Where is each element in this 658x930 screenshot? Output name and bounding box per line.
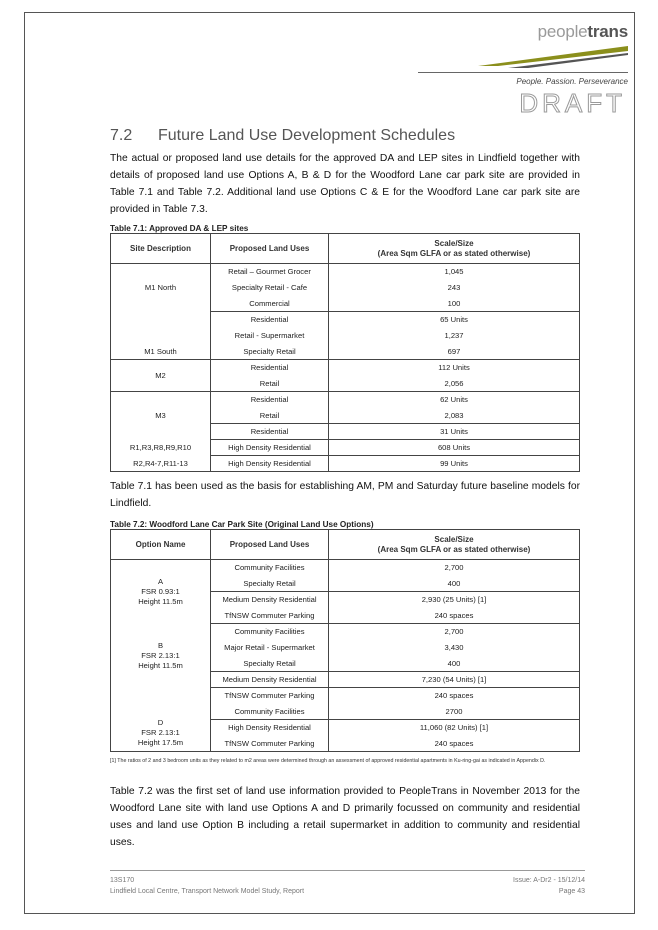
scale-cell: 31 Units <box>329 424 580 440</box>
landuse-cell: Specialty Retail - Cafe <box>211 280 329 296</box>
option-cell <box>111 560 211 624</box>
landuse-cell: Major Retail - Supermarket <box>211 640 329 656</box>
option-height: Height 17.5m <box>137 738 184 747</box>
scale-cell: 240 spaces <box>329 736 580 752</box>
landuse-cell: Specialty Retail <box>211 344 329 360</box>
landuse-cell: Community Facilities <box>211 560 329 576</box>
logo-wordmark <box>538 22 628 42</box>
table-row <box>111 560 580 576</box>
logo-swoosh-icon <box>478 44 628 70</box>
summary-paragraph: Table 7.2 was the first set of land use information provided to PeopleTrans in November 2013 for the Woodford Lane site with land use Options A and D primarily focussed on community and residential uses and land use Option B including a retail supermarket in addition to community and residential uses. <box>110 786 580 848</box>
scale-cell: 240 spaces <box>329 608 580 624</box>
table1-header-scale-line2: (Area Sqm GLFA or as stated otherwise) <box>377 248 531 258</box>
table1-header-scale <box>329 234 580 264</box>
scale-cell: 2700 <box>329 704 580 720</box>
scale-cell: 2,083 <box>329 408 580 424</box>
landuse-cell: Specialty Retail <box>211 576 329 592</box>
site-cell: M2 <box>111 360 211 392</box>
logo-part-trans: trans <box>587 22 628 41</box>
option-cell <box>111 688 211 752</box>
landuse-cell: TfNSW Commuter Parking <box>211 688 329 704</box>
scale-cell: 99 Units <box>329 456 580 472</box>
approved-sites-table <box>110 233 580 472</box>
page-number: Page 43 <box>558 888 585 895</box>
landuse-cell: Retail <box>211 408 329 424</box>
site-cell: M1 North <box>144 283 177 293</box>
landuse-cell: High Density Residential <box>211 720 329 736</box>
table1-header-site: Site Description <box>111 234 211 264</box>
scale-cell: 400 <box>329 656 580 672</box>
footer-right <box>513 875 585 897</box>
option-cell <box>111 624 211 688</box>
table2-header-landuse: Proposed Land Uses <box>211 530 329 560</box>
scale-cell: 11,060 (82 Units) [1] <box>329 720 580 736</box>
table-row <box>111 624 580 640</box>
scale-cell: 400 <box>329 576 580 592</box>
table-row <box>111 312 580 328</box>
option-name: B <box>157 640 164 650</box>
issue-label: Issue: A-Dr2 - 15/12/14 <box>513 877 585 884</box>
table-row <box>111 456 580 472</box>
scale-cell: 7,230 (54 Units) [1] <box>329 672 580 688</box>
scale-cell: 1,237 <box>329 328 580 344</box>
table2-caption: Table 7.2: Woodford Lane Car Park Site (Original Land Use Options) <box>110 520 374 529</box>
landuse-cell: Residential <box>211 312 329 328</box>
landuse-cell: Retail – Gourmet Grocer <box>211 264 329 280</box>
landuse-cell: Residential <box>211 392 329 408</box>
table2-header-scale-line2: (Area Sqm GLFA or as stated otherwise) <box>377 544 531 554</box>
landuse-cell: High Density Residential <box>211 440 329 456</box>
landuse-cell: TfNSW Commuter Parking <box>211 608 329 624</box>
section-title: Future Land Use Development Schedules <box>158 127 456 144</box>
landuse-cell: Residential <box>211 424 329 440</box>
landuse-cell: Retail - Supermarket <box>211 328 329 344</box>
table2-header-option: Option Name <box>111 530 211 560</box>
scale-cell: 2,700 <box>329 560 580 576</box>
tagline: People. Passion. Perseverance <box>516 77 628 86</box>
table1-header-scale-line1: Scale/Size <box>434 238 474 248</box>
landuse-cell: Medium Density Residential <box>211 672 329 688</box>
scale-cell: 100 <box>329 296 580 312</box>
landuse-cell: Residential <box>211 360 329 376</box>
landuse-cell: Retail <box>211 376 329 392</box>
report-title: Lindfield Local Centre, Transport Network Model Study, Report <box>110 888 305 895</box>
option-name: A <box>157 576 164 586</box>
table2-header-scale-line1: Scale/Size <box>434 534 474 544</box>
intro-paragraph: The actual or proposed land use details for the approved DA and LEP sites in Lindfield together with details of proposed land use Options A, B & D for the Woodford Lane car park site are provided in Table 7.1 and Table 7.2. Additional land use Options C & E for the Woodford Lane car park site are provided in Table 7.3. <box>110 153 580 215</box>
footer-left <box>110 875 304 897</box>
scale-cell: 243 <box>329 280 580 296</box>
scale-cell: 3,430 <box>329 640 580 656</box>
section-number: 7.2 <box>110 127 133 144</box>
scale-cell: 697 <box>329 344 580 360</box>
landuse-cell: Specialty Retail <box>211 656 329 672</box>
table-row <box>111 360 580 376</box>
option-height: Height 11.5m <box>138 660 183 670</box>
landuse-cell: Community Facilities <box>211 704 329 720</box>
draft-watermark: DRAFT <box>519 88 626 118</box>
footer-rule <box>110 870 585 871</box>
option-name: D <box>157 718 164 727</box>
scale-cell: 1,045 <box>329 264 580 280</box>
table-row <box>111 264 580 280</box>
scale-cell: 240 spaces <box>329 688 580 704</box>
project-code: 13S170 <box>110 877 135 884</box>
option-height: Height 11.5m <box>138 596 183 606</box>
landuse-cell: High Density Residential <box>211 456 329 472</box>
table2-header-scale <box>329 530 580 560</box>
option-fsr: FSR 2.13:1 <box>141 650 180 660</box>
landuse-cell: Community Facilities <box>211 624 329 640</box>
site-cell: R1,R3,R8,R9,R10 <box>129 443 192 452</box>
table-row <box>111 440 580 456</box>
landuse-cell: TfNSW Commuter Parking <box>211 736 329 752</box>
logo-part-people: people <box>537 22 588 41</box>
option-fsr: FSR 2.13:1 <box>141 728 180 737</box>
site-cell: M1 South <box>144 347 177 356</box>
scale-cell: 2,930 (25 Units) [1] <box>329 592 580 608</box>
header-rule <box>418 72 628 73</box>
landuse-cell: Commercial <box>211 296 329 312</box>
scale-cell: 2,700 <box>329 624 580 640</box>
option-fsr: FSR 0.93:1 <box>141 586 180 596</box>
company-logo <box>418 22 628 118</box>
table-row <box>111 392 580 408</box>
site-cell: R2,R4-7,R11-13 <box>133 458 188 468</box>
scale-cell: 62 Units <box>329 392 580 408</box>
baseline-paragraph: Table 7.1 has been used as the basis for establishing AM, PM and Saturday future baseline models for Lindfield. <box>110 481 580 509</box>
landuse-cell: Medium Density Residential <box>211 592 329 608</box>
table1-header-landuse: Proposed Land Uses <box>211 234 329 264</box>
woodford-options-table <box>110 529 580 752</box>
table-row <box>111 688 580 704</box>
table-footnote: [1] The ratios of 2 and 3 bedroom units as they related to m2 areas were determined through an assessment of approved residential apartments in Ku-ring-gai as indicated in Appendix D. <box>110 758 546 764</box>
section-heading <box>110 127 455 145</box>
site-cell: M3 <box>111 392 211 440</box>
scale-cell: 65 Units <box>329 312 580 328</box>
scale-cell: 2,056 <box>329 376 580 392</box>
scale-cell: 112 Units <box>329 360 580 376</box>
scale-cell: 608 Units <box>329 440 580 456</box>
table1-caption: Table 7.1: Approved DA & LEP sites <box>110 224 249 233</box>
